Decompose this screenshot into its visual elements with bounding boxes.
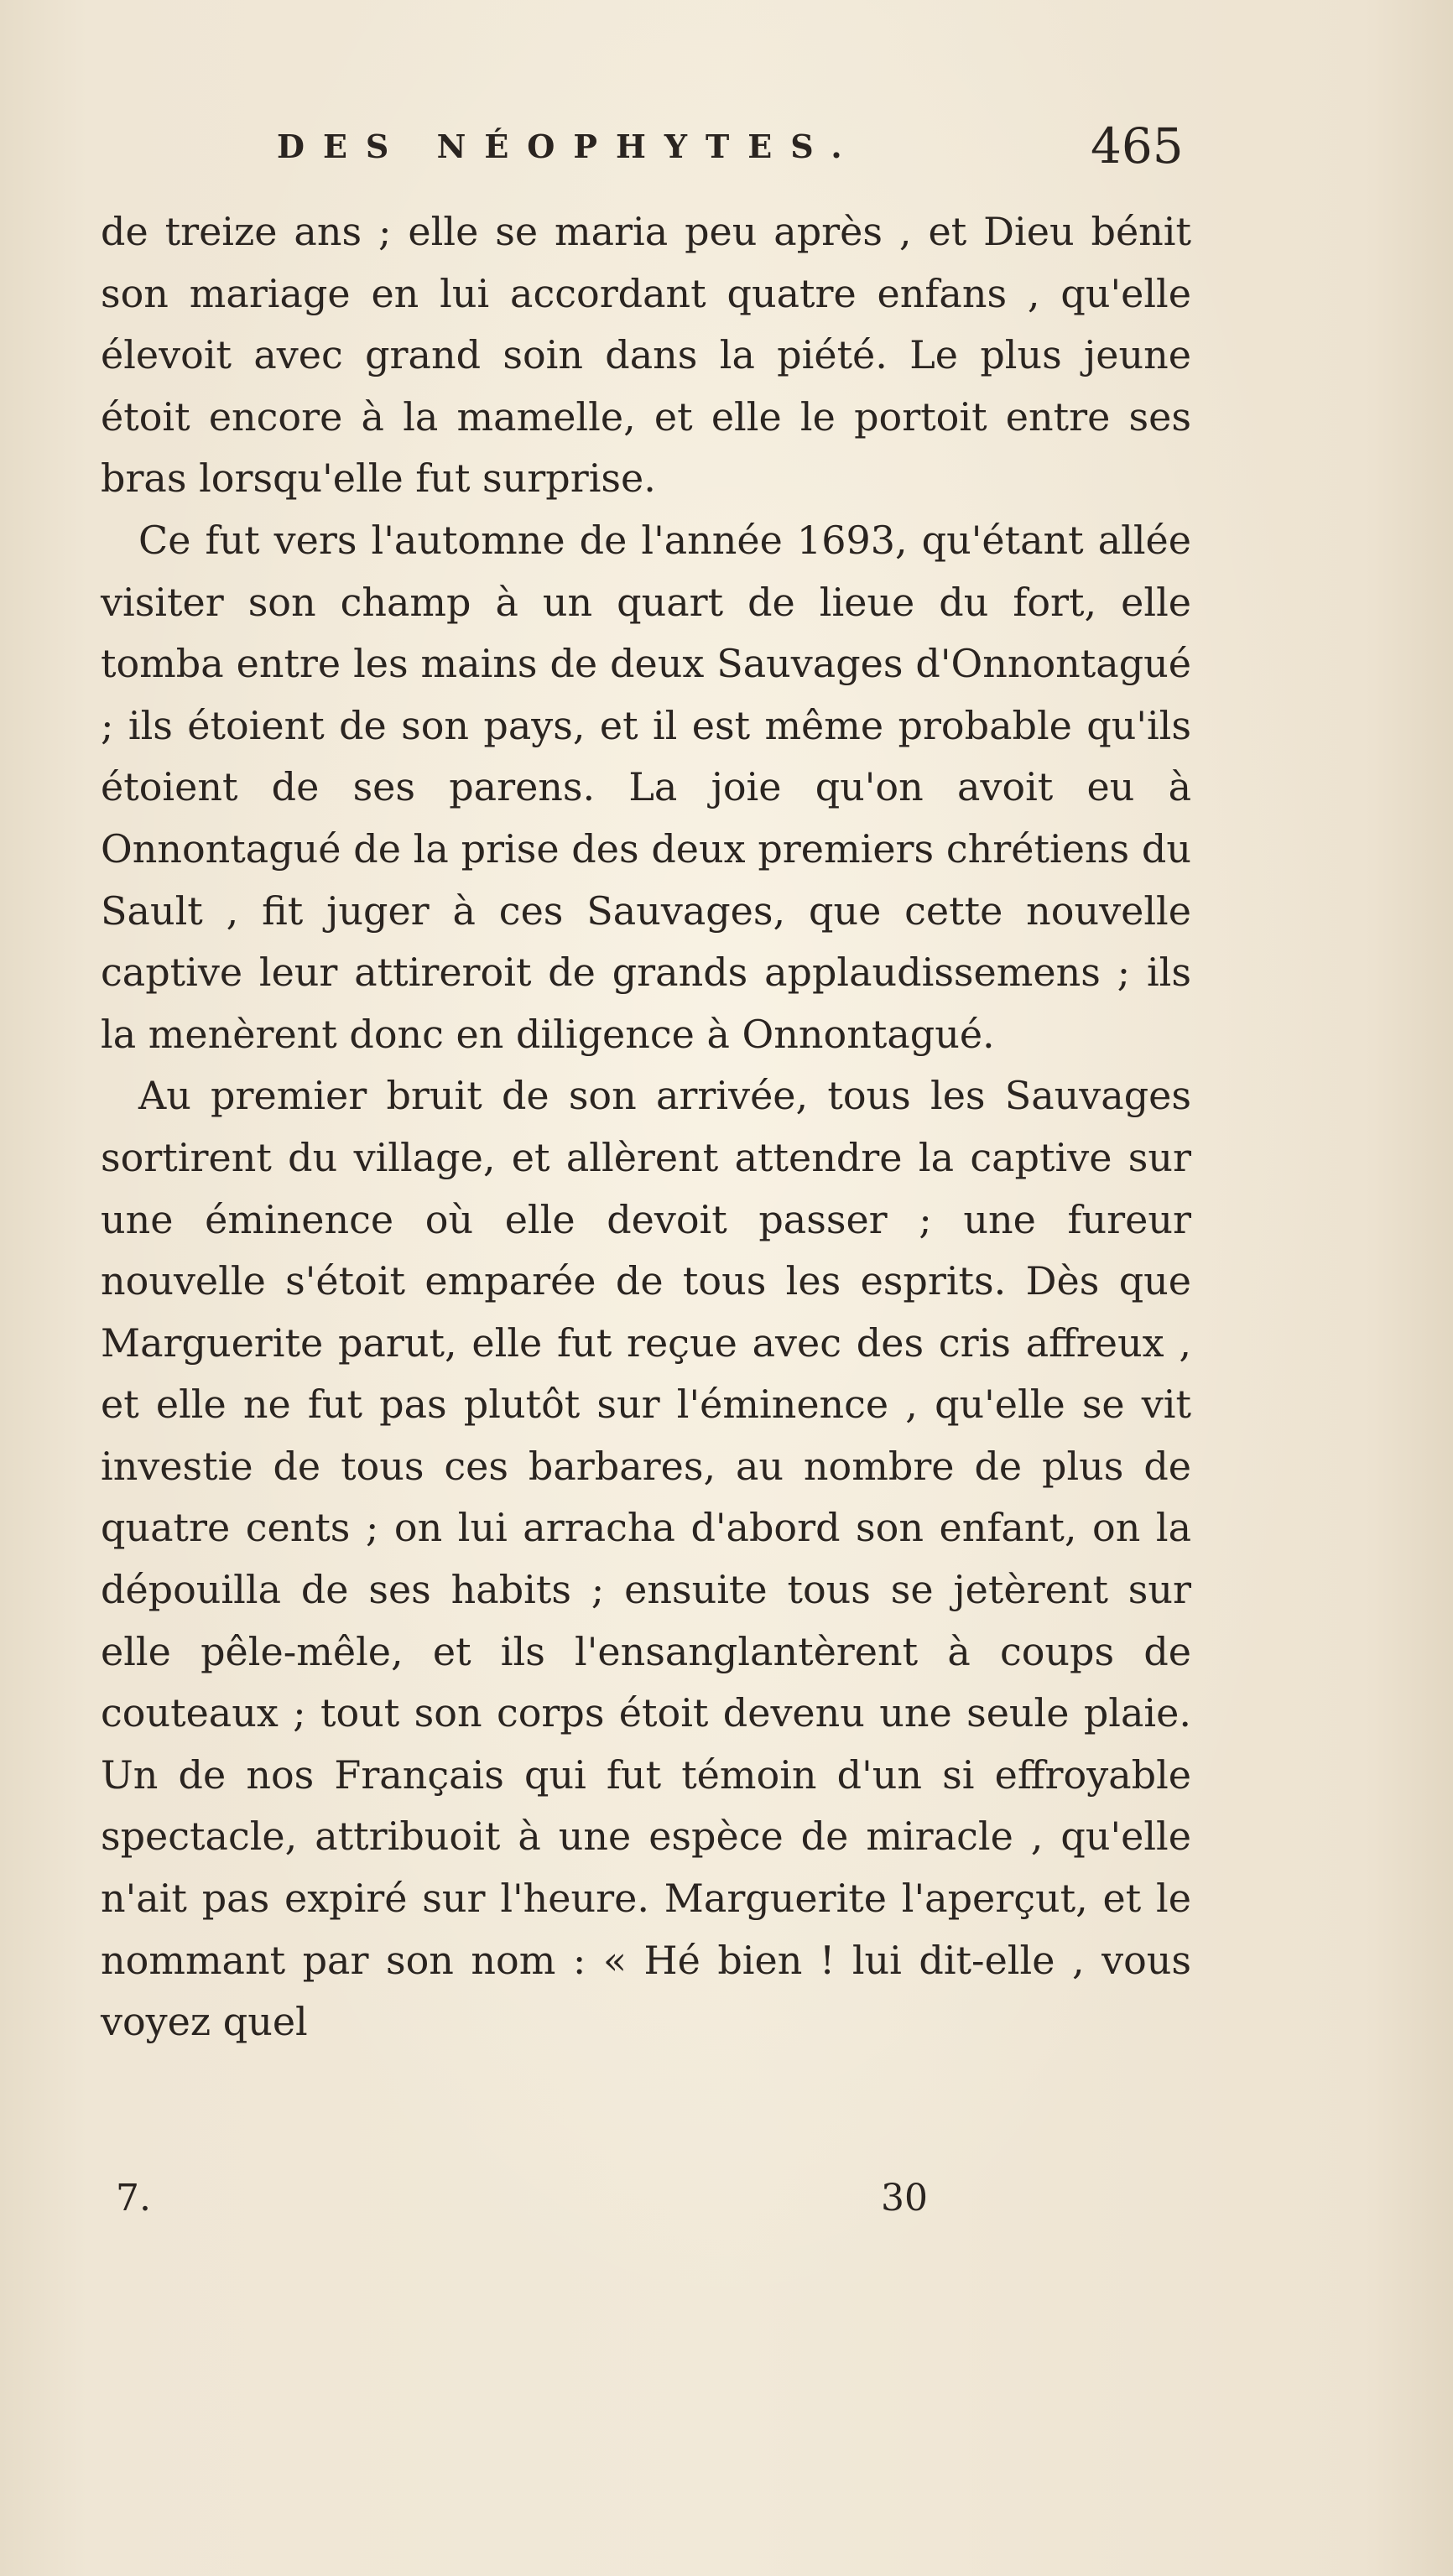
body-text xyxy=(101,201,1191,2053)
page-header xyxy=(0,117,1453,185)
signature-mark-right: 30 xyxy=(881,2177,928,2220)
page-footer xyxy=(0,2177,1453,2235)
page-number: 465 xyxy=(1091,117,1184,174)
paragraph: de treize ans ; elle se maria peu après , et Dieu bénit son mariage en lui accordant quatre enfans , qu'elle élevoit avec grand soin dans la piété. Le plus jeune étoit encore à la mamelle, et elle le portoit entre ses bras lorsqu'elle fut surprise. xyxy=(101,209,1191,502)
paragraph: Au premier bruit de son arrivée, tous les Sauvages sortirent du village, et allèrent attendre la captive sur une éminence où elle devoit passer ; une fureur nouvelle s'étoit emparée de tous les esprits. Dès que Marguerite parut, elle fut reçue avec des cris affreux , et elle ne fut pas plutôt sur l'éminence , qu'elle se vit investie de tous ces barbares, au nombre de plus de quatre cents ; on lui arracha d'abord son enfant, on la dépouilla de ses habits ; ensuite tous se jetèrent sur elle pêle-mêle, et ils l'ensanglantèrent à coups de couteaux ; tout son corps étoit devenu une seule plaie. Un de nos Français qui fut témoin d'un si effroyable spectacle, attribuoit à une espèce de miracle , qu'elle n'ait pas expiré sur l'heure. Marguerite l'aperçut, et le nommant par son nom : « Hé bien ! lui dit-elle , vous voyez quel xyxy=(101,1073,1191,2045)
signature-mark-left: 7. xyxy=(116,2177,151,2220)
running-head: DES NÉOPHYTES. xyxy=(277,127,861,165)
paragraph: Ce fut vers l'automne de l'année 1693, qu'étant allée visiter son champ à un quart de lieue du fort, elle tomba entre les mains de deux Sauvages d'Onnontagué ; ils étoient de son pays, et il est même probable qu'ils étoient de ses parens. La joie qu'on avoit eu à Onnontagué de la prise des deux premiers chrétiens du Sault , fit juger à ces Sauvages, que cette nouvelle captive leur attireroit de grands applaudissemens ; ils la menèrent donc en diligence à Onnontagué. xyxy=(101,517,1191,1057)
